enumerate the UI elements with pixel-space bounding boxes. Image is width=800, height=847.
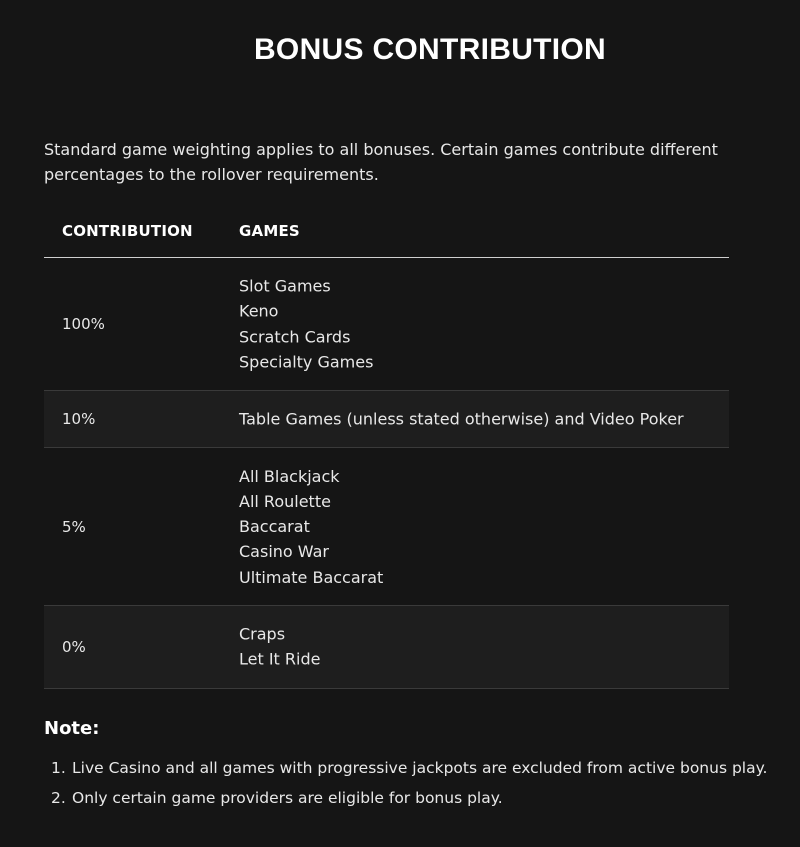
note-text: Only certain game providers are eligible for bonus play.: [72, 789, 503, 807]
note-list: [51, 756, 786, 816]
games-list: [239, 463, 383, 589]
game-item: Ultimate Baccarat: [239, 567, 384, 587]
game-item: Table Games (unless stated otherwise) and Video Poker: [239, 409, 684, 429]
note-text: Live Casino and all games with progressive jackpots are excluded from active bonus play.: [72, 759, 768, 777]
games-list: [239, 622, 320, 673]
header-games: GAMES: [239, 222, 300, 240]
table-row-0: [44, 606, 729, 689]
games-list: [239, 406, 684, 431]
page-title: BONUS CONTRIBUTION: [253, 33, 607, 66]
game-item: All Blackjack: [239, 466, 340, 486]
game-item: Slot Games: [239, 276, 331, 296]
table-row-5: [44, 448, 729, 606]
contribution-value: 0%: [62, 638, 86, 656]
table-row-10: [44, 391, 729, 448]
note-number: 1.: [51, 759, 66, 777]
note-item: [51, 786, 786, 810]
game-item: Casino War: [239, 542, 329, 562]
game-item: Baccarat: [239, 516, 310, 536]
note-item: [51, 756, 786, 780]
contribution-value: 100%: [62, 315, 105, 333]
game-item: Keno: [239, 301, 279, 321]
games-list: [239, 273, 373, 374]
contribution-table: [44, 205, 729, 689]
intro-text: Standard game weighting applies to all bonuses. Certain games contribute different percentages to the rollover requirements.: [44, 140, 718, 184]
contribution-value: 10%: [62, 410, 96, 428]
game-item: Scratch Cards: [239, 327, 351, 346]
game-item: Craps: [239, 624, 286, 644]
note-number: 2.: [51, 789, 66, 807]
contribution-value: 5%: [62, 517, 86, 536]
game-item: Let It Ride: [239, 650, 321, 669]
table-row-100: [44, 258, 729, 391]
note-heading: Note:: [44, 718, 100, 739]
game-item: All Roulette: [239, 491, 331, 511]
header-contribution: CONTRIBUTION: [62, 222, 193, 240]
game-item: Specialty Games: [239, 352, 374, 372]
table-header: [44, 205, 729, 258]
